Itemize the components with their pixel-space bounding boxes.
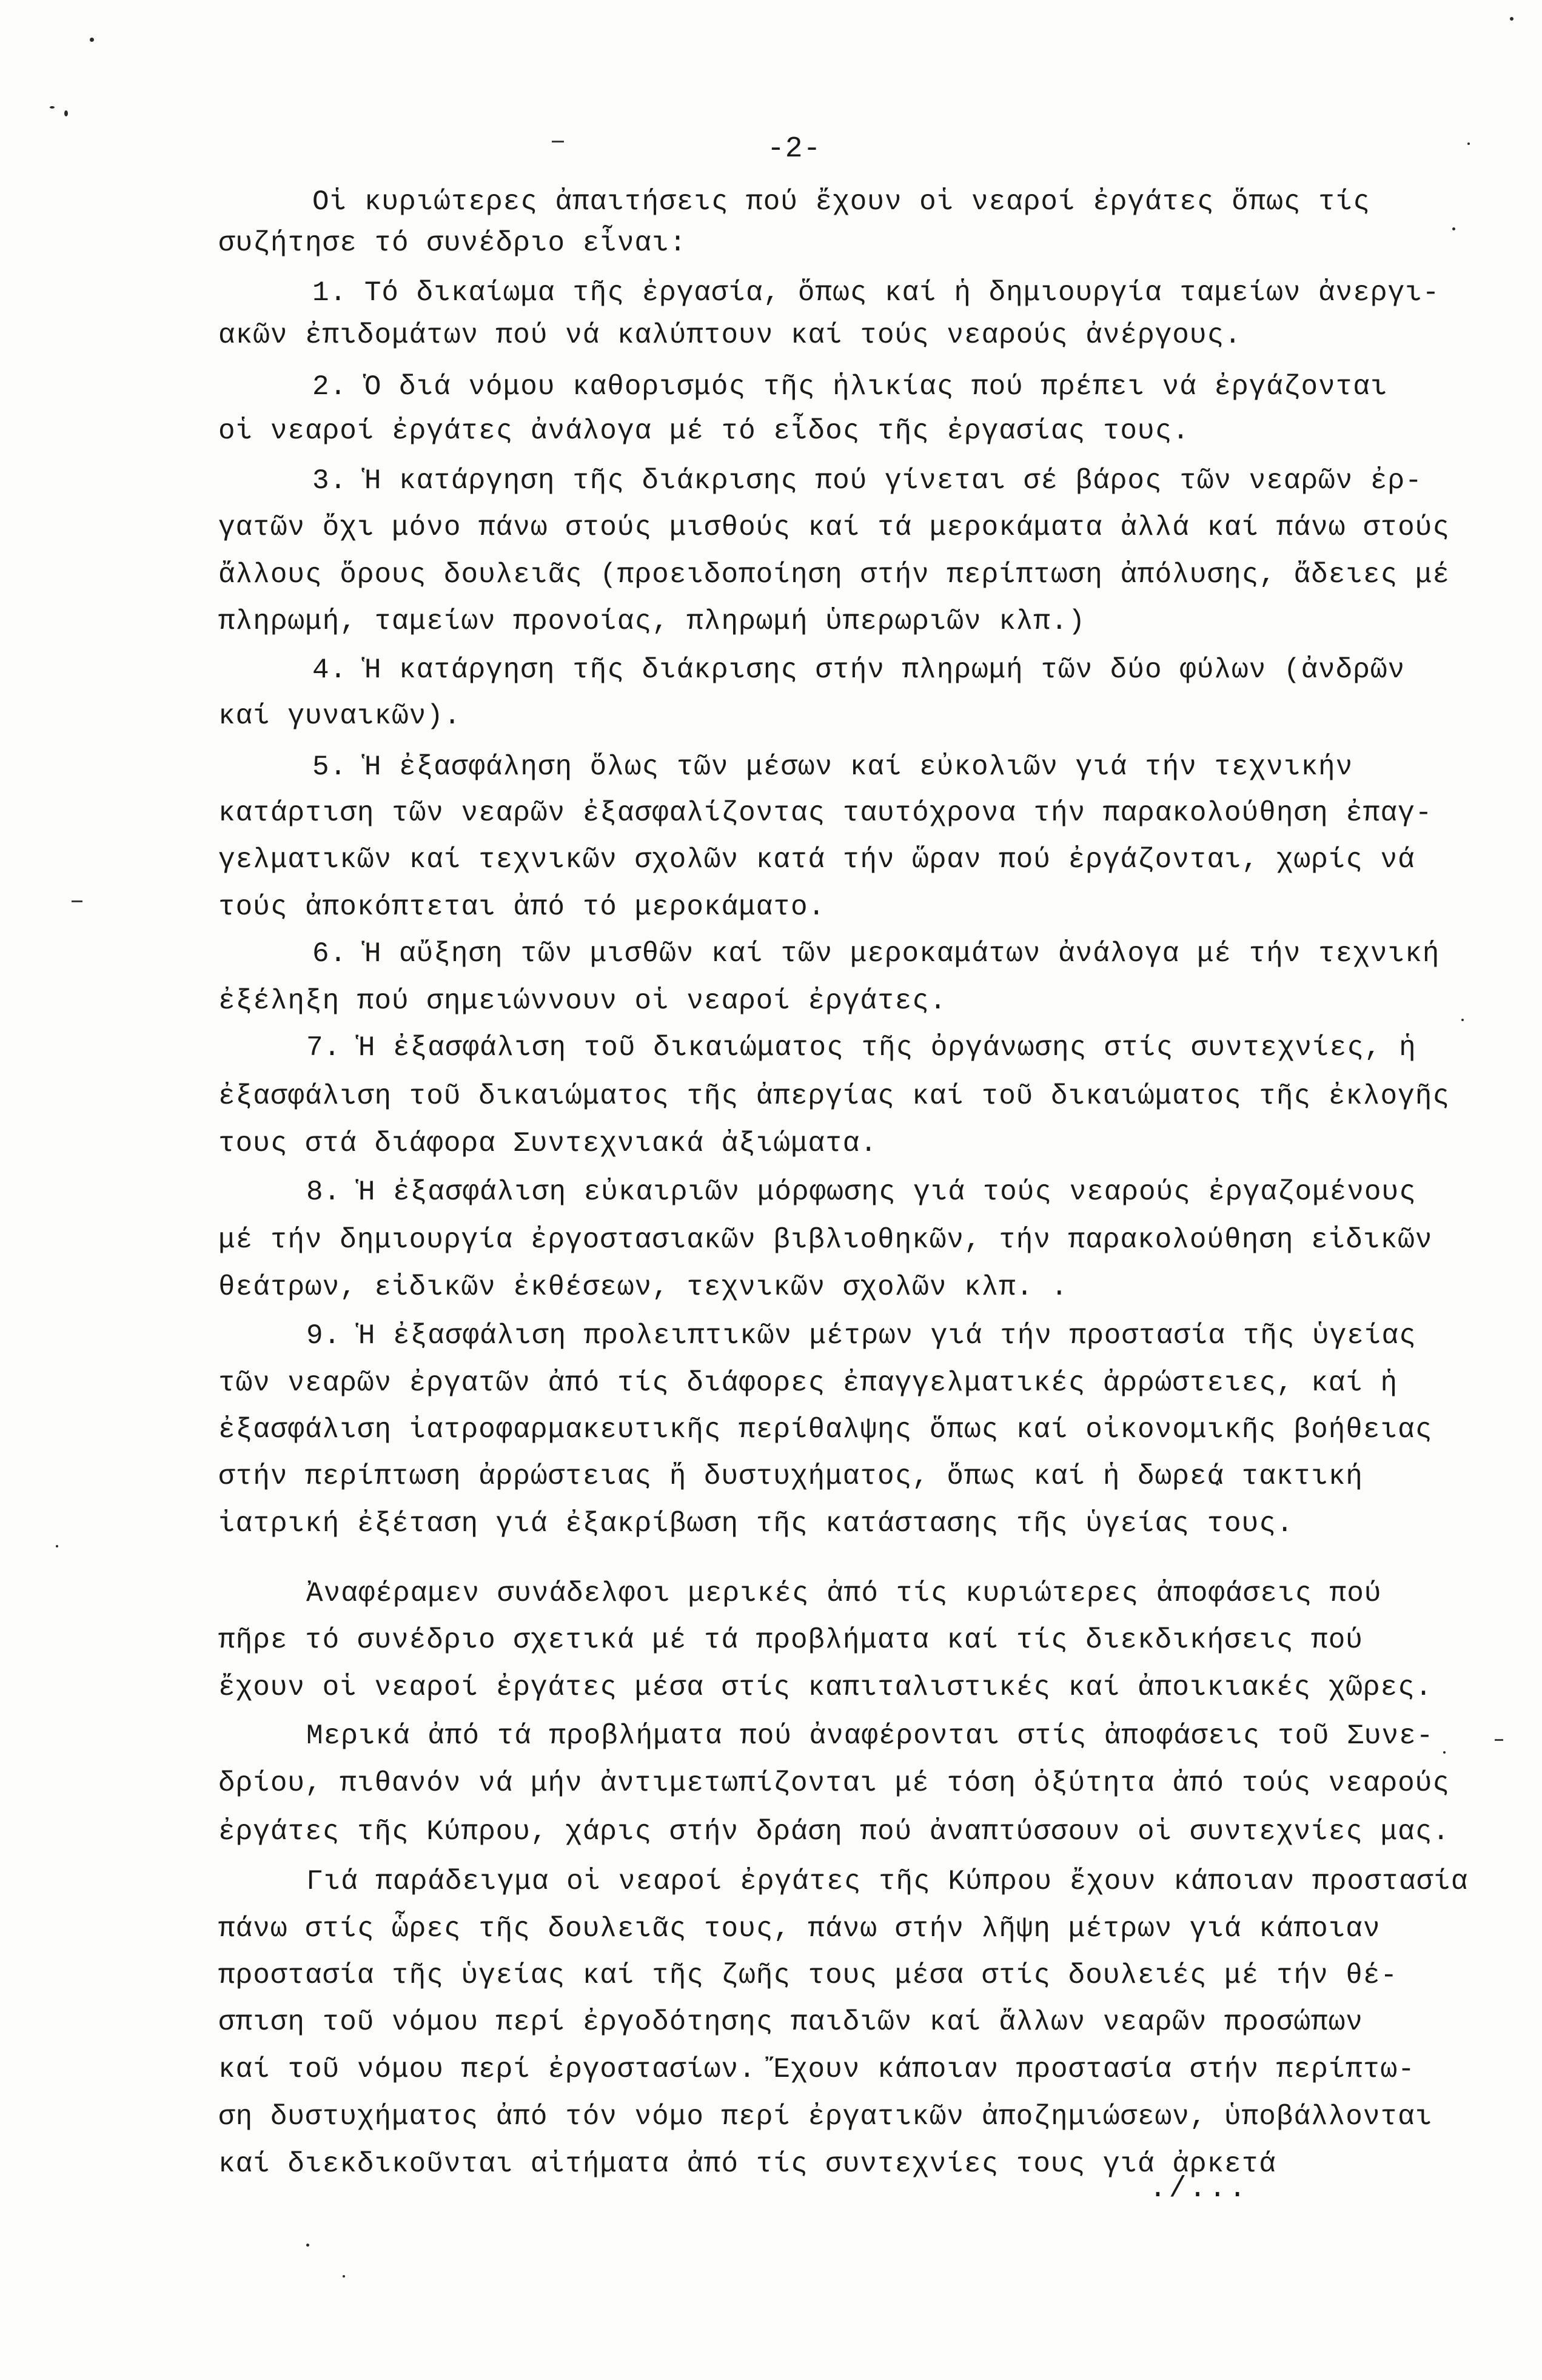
typed-body	[218, 188, 1540, 2250]
text-line: ἔχουν οἱ νεαροί ἐργάτες μέσα στίς καπιταλιστικές καί ἀποικιακές χῶρες.	[218, 1672, 1433, 1703]
text-line: σπιση τοῦ νόμου περί ἐργοδότησης παιδιῶν καί ἄλλων νεαρῶν προσώπων	[218, 2006, 1363, 2038]
text-line: ἐξασφάλιση ἰατροφαρμακευτικῆς περίθαλψης ὅπως καί οἰκονομικῆς βοήθειας	[218, 1414, 1433, 1446]
text-line: ἄλλους ὅρους δουλειᾶς (προειδοποίηση στήν περίπτωση ἀπόλυσης, ἄδειες μέ	[218, 559, 1450, 591]
text-line: θεάτρων, εἰδικῶν ἐκθέσεων, τεχνικῶν σχολῶν κλπ. .	[218, 1272, 1068, 1303]
text-line: πῆρε τό συνέδριο σχετικά μέ τά προβλήματα καί τίς διεκδικήσεις πού	[218, 1624, 1363, 1656]
text-line: γατῶν ὄχι μόνο πάνω στούς μισθούς καί τά μεροκάματα ἀλλά καί πάνω στούς	[218, 512, 1450, 543]
scan-dash	[552, 141, 564, 142]
scan-dash	[72, 900, 82, 902]
text-line: ση δυστυχήματος ἀπό τόν νόμο περί ἐργατικῶν ἀποζημιώσεων, ὑποβάλλονται	[218, 2101, 1433, 2133]
text-line: καί διεκδικοῦνται αἰτήματα ἀπό τίς συντεχνίες τους γιά ἀρκετά	[218, 2148, 1276, 2180]
scan-speck	[1510, 17, 1514, 21]
text-line: ακῶν ἐπιδομάτων πού νά καλύπτουν καί τούς νεαρούς ἀνέργους.	[218, 320, 1242, 351]
text-line: δρίου, πιθανόν νά μήν ἀντιμετωπίζονται μέ τόση ὀξύτητα ἀπό τούς νεαρούς	[218, 1768, 1450, 1799]
text-line: ἐξέληξη πού σημειώννουν οἱ νεαροί ἐργάτες.	[218, 985, 947, 1017]
text-line: καί τοῦ νόμου περί ἐργοστασίων. Ἔχουν κάποιαν προστασία στήν περίπτω-	[218, 2054, 1415, 2085]
continuation-mark: ./...	[1149, 2173, 1249, 2205]
text-line: Οἱ κυριώτερες ἀπαιτήσεις πού ἔχουν οἱ νεαροί ἐργάτες ὅπως τίς	[312, 186, 1370, 218]
text-line: πληρωμή, ταμείων προνοίας, πληρωμή ὑπερωριῶν κλπ.)	[218, 606, 1086, 637]
scan-speck	[56, 1545, 58, 1547]
text-line: Μερικά ἀπό τά προβλήματα πού ἀναφέρονται στίς ἀποφάσεις τοῦ Συνε-	[306, 1720, 1434, 1752]
scan-speck	[64, 110, 68, 116]
text-line: καί γυναικῶν).	[218, 700, 461, 732]
text-line: 7. Ἡ ἐξασφάλιση τοῦ δικαιώματος τῆς ὀργάνωσης στίς συντεχνίες, ἡ	[306, 1032, 1416, 1064]
text-line: συζήτησε τό συνέδριο εἶναι:	[218, 227, 687, 259]
text-line: κατάρτιση τῶν νεαρῶν ἐξασφαλίζοντας ταυτόχρονα τήν παρακολούθηση ἐπαγ-	[218, 797, 1433, 829]
text-line: τῶν νεαρῶν ἐργατῶν ἀπό τίς διάφορες ἐπαγγελματικές ἀρρώστειες, καί ἡ	[218, 1367, 1398, 1399]
text-line: 2. Ὁ διά νόμου καθορισμός τῆς ἡλικίας πού πρέπει νά ἐργάζονται	[312, 371, 1388, 403]
text-line: 9. Ἡ ἐξασφάλιση προλειπτικῶν μέτρων γιά τήν προστασία τῆς ὑγείας	[306, 1320, 1416, 1352]
text-line: μέ τήν δημιουργία ἐργοστασιακῶν βιβλιοθηκῶν, τήν παρακολούθηση εἰδικῶν	[218, 1224, 1433, 1256]
page-number: -2-	[767, 133, 822, 166]
text-line: 5. Ἡ ἐξασφάληση ὅλως τῶν μέσων καί εὐκολιῶν γιά τήν τεχνικήν	[312, 751, 1353, 783]
text-line: 8. Ἡ ἐξασφάλιση εὐκαιριῶν μόρφωσης γιά τούς νεαρούς ἐργαζομένους	[306, 1176, 1416, 1208]
scan-speck	[343, 2275, 345, 2278]
text-line: 1. Τό δικαίωμα τῆς ἐργασία, ὅπως καί ἡ δημιουργία ταμείων ἀνεργι-	[312, 277, 1440, 309]
text-line: πάνω στίς ὧρες τῆς δουλειᾶς τους, πάνω στήν λῆψη μέτρων γιά κάποιαν	[218, 1913, 1381, 1945]
text-line: ἰατρική ἐξέταση γιά ἐξακρίβωση τῆς κατάστασης τῆς ὑγείας τους.	[218, 1508, 1294, 1540]
text-line: Ἀναφέραμεν συνάδελφοι μερικές ἀπό τίς κυριώτερες ἀποφάσεις πού	[306, 1578, 1382, 1609]
text-line: ἐξασφάλιση τοῦ δικαιώματος τῆς ἀπεργίας καί τοῦ δικαιώματος τῆς ἐκλογῆς	[218, 1081, 1450, 1112]
text-line: γελματικῶν καί τεχνικῶν σχολῶν κατά τήν ὥραν πού ἐργάζονται, χωρίς νά	[218, 844, 1415, 876]
text-line: 6. Ἡ αὔξηση τῶν μισθῶν καί τῶν μεροκαμάτων ἀνάλογα μέ τήν τεχνική	[312, 938, 1440, 970]
text-line: στήν περίπτωση ἀρρώστειας ἤ δυστυχήματος, ὅπως καί ἡ δωρεά τακτική	[218, 1461, 1363, 1492]
text-line: 3. Ἡ κατάργηση τῆς διάκρισης πού γίνεται σέ βάρος τῶν νεαρῶν ἐρ-	[312, 465, 1423, 497]
text-line: προστασία τῆς ὑγείας καί τῆς ζωῆς τους μέσα στίς δουλειές μέ τήν θέ-	[218, 1960, 1398, 1991]
text-line: 4. Ἡ κατάργηση τῆς διάκρισης στήν πληρωμή τῶν δύο φύλων (ἀνδρῶν	[312, 654, 1406, 686]
text-line: Γιά παράδειγμα οἱ νεαροί ἐργάτες τῆς Κύπρου ἔχουν κάποιαν προστασία	[306, 1866, 1469, 1897]
scan-speck	[50, 106, 55, 109]
text-line: ἐργάτες τῆς Κύπρου, χάρις στήν δράση πού ἀναπτύσσουν οἱ συντεχνίες μας.	[218, 1816, 1450, 1848]
scan-speck	[1467, 142, 1470, 145]
text-line: τούς ἀποκόπτεται ἀπό τό μεροκάματο.	[218, 891, 826, 923]
scan-speck	[90, 38, 94, 42]
text-line: οἱ νεαροί ἐργάτες ἀνάλογα μέ τό εἶδος τῆς ἐργασίας τους.	[218, 415, 1190, 447]
text-line: τους στά διάφορα Συντεχνιακά ἀξιώματα.	[218, 1128, 877, 1159]
